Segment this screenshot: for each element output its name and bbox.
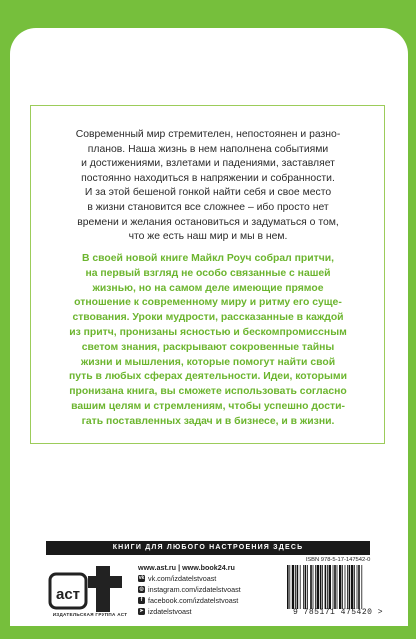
- barcode-bar: [337, 565, 338, 609]
- text-line: времени и желания остановиться и задуматься о том,: [77, 216, 339, 228]
- barcode-bar: [345, 565, 346, 609]
- text-line: и достижениями, взлетами и падениями, заставляет: [81, 158, 335, 170]
- barcode-bar: [347, 565, 348, 609]
- barcode-bar: [320, 565, 322, 609]
- logo-lettering: аст: [55, 586, 81, 603]
- social-link-text: vk.com/izdatelstvoast: [148, 574, 217, 583]
- barcode-bar: [305, 565, 307, 609]
- text-line: отношение к современному миру и ритму его суще-: [74, 297, 342, 309]
- contacts-block: [138, 562, 278, 617]
- publisher-caption: ИЗДАТЕЛЬСКАЯ ГРУППА АСТ: [52, 612, 128, 617]
- barcode-bar: [351, 565, 353, 609]
- text-line: В своей новой книге Майкл Роуч собрал притчи,: [81, 253, 335, 264]
- barcode-bar: [295, 565, 296, 609]
- barcode-bar: [354, 565, 355, 609]
- barcode-bar: [307, 565, 308, 609]
- text-line: И за этой бешеной гонкой найти себя и свое место: [84, 187, 332, 199]
- barcode-bar: [310, 565, 312, 609]
- website-links[interactable]: www.ast.ru | www.book24.ru: [138, 563, 235, 572]
- text-line: из притч, пронизаны ясностью и бескомпромиссным: [69, 326, 347, 338]
- social-link-telegram[interactable]: [138, 606, 278, 617]
- social-link-text: instagram.com/izdatelstvoast: [148, 585, 241, 594]
- isbn-label: ISBN 978-5-17-147542-0: [305, 557, 371, 563]
- barcode-bar: [289, 565, 290, 609]
- telegram-icon: ➤: [139, 608, 144, 614]
- barcode-bar: [297, 565, 299, 609]
- social-link-facebook[interactable]: [138, 595, 278, 606]
- social-link-text: facebook.com/izdatelstvoast: [148, 596, 239, 605]
- barcode-bar: [315, 565, 316, 609]
- instagram-icon: ◎: [139, 586, 144, 592]
- description-paragraph-2: [46, 252, 370, 430]
- text-line: пронизана книга, вы сможете использовать согласно: [69, 386, 347, 398]
- text-line: в жизни становится все сложнее – ибо просто нет: [87, 201, 329, 213]
- tagline-bar: КНИГИ ДЛЯ ЛЮБОГО НАСТРОЕНИЯ ЗДЕСЬ: [46, 541, 370, 555]
- social-link-vk[interactable]: [138, 573, 278, 584]
- barcode-digits: 9 785171 475420 >: [292, 608, 384, 617]
- text-line: путь в любых сферах деятельности. Идеи, которыми: [69, 371, 347, 383]
- barcode-bar: [358, 565, 360, 609]
- barcode-bar: [317, 565, 319, 609]
- barcode-bar: [357, 565, 358, 609]
- text-line: что же есть наш мир и мы в нем.: [128, 231, 288, 243]
- text-line: вашим целям и стремлениям, чтобы успешно дости-: [71, 400, 345, 412]
- barcode-bar: [303, 565, 304, 609]
- barcode-icon: [285, 565, 393, 609]
- barcode-bar: [342, 565, 343, 609]
- vk-icon: vk: [138, 575, 145, 581]
- barcode-bar: [361, 565, 362, 609]
- barcode-bar: [334, 565, 336, 609]
- barcode-bar: [327, 565, 328, 609]
- social-link-text: izdatelstvoast: [148, 607, 192, 616]
- text-line: ствования. Уроки мудрости, рассказанные в каждой: [72, 312, 344, 324]
- barcode-bar: [339, 565, 341, 609]
- barcode-bar: [349, 565, 351, 609]
- barcode-bar: [300, 565, 301, 609]
- text-line: планов. Наша жизнь в нем наполнена событиями: [87, 143, 329, 155]
- text-line: Современный мир стремителен, непостоянен и разно-: [75, 129, 341, 140]
- description-paragraph-1: [46, 128, 370, 245]
- text-line: гать поставленных задач и в бизнесе, и в жизни.: [81, 415, 335, 427]
- text-line: жизни и мышления, которые помогут найти свой: [80, 356, 336, 368]
- text-line: жизнью, но на самом деле имеющие прямое: [92, 282, 324, 294]
- barcode-bar: [322, 565, 323, 609]
- barcode-bar: [292, 565, 294, 609]
- barcode-bar: [287, 565, 289, 609]
- barcode-bar: [313, 565, 314, 609]
- barcode-bar: [333, 565, 334, 609]
- ast-logo-icon: [48, 562, 130, 616]
- barcode-bar: [329, 565, 331, 609]
- text-line: светом знания, раскрывают сокровенные тайны: [81, 341, 335, 353]
- facebook-icon: f: [138, 597, 145, 604]
- barcode-bar: [325, 565, 327, 609]
- text-line: постоянно находиться в напряжении и собранности.: [81, 172, 335, 184]
- text-line: на первый взгляд не особо связанные с нашей: [85, 267, 331, 279]
- social-link-instagram[interactable]: [138, 584, 278, 595]
